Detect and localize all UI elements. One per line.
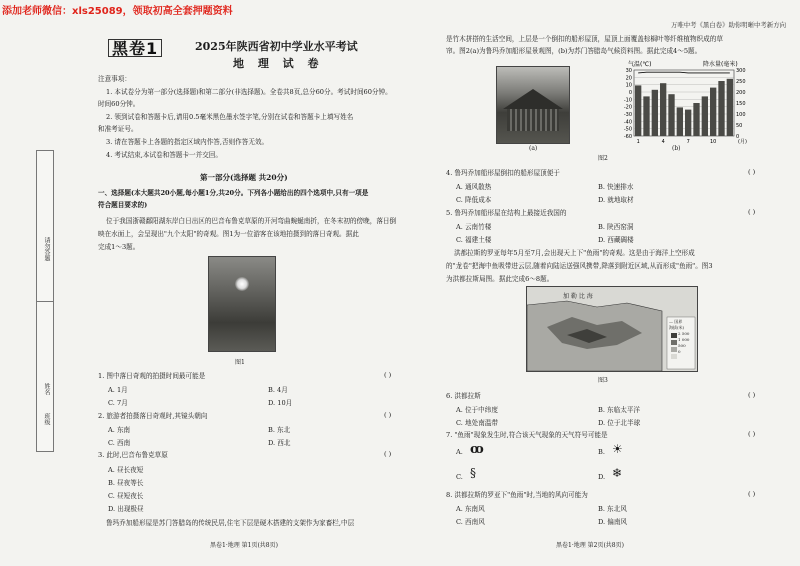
band-label: 班级 [43,413,50,425]
option: D. 位于北半球 [598,419,641,427]
option: C. 地处南温带 [456,419,498,427]
chart-ylabel-left: 气温(℃) [628,61,652,68]
option: B. 4月 [268,386,288,394]
chart-tick-label: 100 [736,112,746,118]
chart-tick-label: 0 [736,134,740,140]
chart-tick-label: -40 [623,119,632,126]
chart-bar [718,81,724,136]
exam-title: 2025年陕西省初中学业水平考试 [195,40,358,53]
option: D. 偏南风 [598,518,628,526]
chart-tick-label: 20 [625,75,632,82]
option: C. [456,473,463,481]
chart-tick-label: 1 [636,139,640,145]
chart-plot [624,68,747,145]
part1-intro: 符合题目要求的) [98,201,148,209]
page-footer: 黑卷1·地理 第2页(共8页) [556,542,624,549]
answer-paren: ( ) [748,208,756,216]
answer-paren: ( ) [748,391,756,399]
passage-line: 位于我国浙赣鄱阳湖东岸白日出区的巴音布鲁克草原的开河弯曲蜿蜒南折，在冬末初的傍晚，落日倒 [106,217,397,225]
chart-tick-label: 150 [736,101,746,107]
chart-tick-label: -30 [623,112,632,118]
passage-line: 鲁玛乔加船形屋是苏门答腊岛的传统民居,住宅下层是硬木搭建的支架作为家畜栏,中层 [106,519,355,527]
legend-text: 2 500 [678,331,690,336]
page-footer: 黑卷1·地理 第1页(共8页) [210,542,278,549]
chart-bar [702,96,708,136]
legend-text: 海拔(米) [669,325,685,330]
notice-item: 3. 请在答题卡上各题的指定区域内作答,否则作答无效。 [106,138,269,146]
option: D. 西藏碉楼 [598,236,634,244]
chart-bar [660,83,666,136]
option: B. 快速排水 [598,183,634,191]
passage-line: 为洪都拉斯局图。据此完成6～8题。 [446,275,554,283]
legend-text: 1 000 [678,337,690,342]
honduras-map [526,286,698,372]
option: C. 昼短夜长 [108,492,144,500]
chart-bar [643,96,649,136]
notice-item: 2. 领到试卷和答题卡后,请用0.5毫米黑色墨水签字笔,分别在试卷和答题卡上填写姓名 [106,113,354,121]
chart-tick-label: 250 [736,79,746,85]
chart-tick-label: 50 [736,123,743,129]
option: A. 通风散热 [456,183,492,191]
house-body [507,109,559,131]
option: B. 东临太平洋 [598,406,641,414]
question-stem: 1. 图中落日奇观的拍摄时间最可能是 [98,372,206,380]
option: A. 昼长夜短 [108,466,144,474]
legend-text: 500 [678,343,686,348]
chart-bar [710,88,716,136]
part1-heading: 第一部分(选择题 共20分) [200,173,288,182]
answer-paren: ( ) [384,450,392,458]
sunny-symbol-icon: ☀ [612,442,623,456]
chart-bar [693,103,699,136]
map-legend [669,319,689,355]
answer-paren: ( ) [748,430,756,438]
option: A. 云南竹楼 [456,223,492,231]
figure-sublabel: (a) [529,145,538,152]
option: C. 福建土楼 [456,236,492,244]
notice-item: 1. 本试卷分为第一部分(选择题)和第二部分(非选择题)。全卷共8页,总分60分。考试时间60分钟。 [106,88,392,96]
answer-paren: ( ) [748,168,756,176]
option: A. 东南风 [456,505,485,513]
band-label: 姓名 [43,383,50,395]
chart-tick-label: 4 [661,139,665,145]
option: A. [456,448,463,456]
legend-text: — 国界 [669,319,683,324]
boat-house-photo [496,66,570,144]
option: C. 西南风 [456,518,485,526]
notice-heading: 注意事项： [98,75,131,83]
question-stem: 7. "鱼雨"现象发生时,符合该天气现象的天气符号可能是 [446,431,608,439]
typhoon-symbol-icon: ꝏ [470,442,484,457]
question-stem: 6. 洪都拉斯 [446,392,481,400]
chart-tick-label: 200 [736,90,746,96]
band-label: 请勿答题 [43,237,50,261]
chart-tick-label: 300 [736,68,746,74]
option: D. 10月 [268,399,293,407]
chart-bar [685,110,691,136]
option: D. 出现极昼 [108,505,144,513]
question-stem: 5. 鲁玛乔加船形屋在结构上最接近我国的 [446,209,567,217]
option: A. 1月 [108,386,128,394]
chart-bar [727,79,733,136]
climate-chart [608,58,778,150]
chart-tick-label: 7 [686,139,690,145]
question-stem: 4. 鲁玛乔加船形屋倒扣的船形屋顶便于 [446,169,560,177]
option: B. 陕西窑洞 [598,223,634,231]
chart-temperature-line [638,72,730,73]
passage-line: 帘。图2(a)为鲁玛乔加船形屋景观图，(b)为苏门答腊岛气候资料图。据此完成4～5题。 [446,47,702,55]
chart-bar [635,85,641,136]
legend-text: 0 [678,349,681,354]
passage-line: 映在水面上，会呈现出"九个太阳"的奇观。图1为一位游客在该地拍摄到的落日奇观。据此 [98,230,359,238]
band-divider [37,301,53,302]
chart-tick-label: 0 [628,90,632,96]
option: B. 东北风 [598,505,627,513]
sunset-photo [208,256,276,352]
sun-icon [235,277,249,291]
chart-tick-label: 10 [709,139,717,145]
chart-tick-label: -10 [623,97,632,104]
option: C. 西南 [108,439,131,447]
answer-paren: ( ) [384,371,392,379]
series-badge: 黑卷1 [112,36,158,59]
part1-intro: 一、选择题(本大题共20小题,每小题1分,共20分。下列各小题给出的四个选项中,只有一项是 [98,189,369,197]
sea-label: 加 勒 比 海 [563,293,593,300]
chart-ylabel-right: 降水量(毫米) [703,61,738,68]
chart-xlabel: (月) [738,139,747,145]
passage-line: 的"龙卷"把海中鱼吸带进云层,随着向陆运送强风携带,降落到附近区域,从而形成"鱼雨"。图3 [446,262,713,270]
exam-subtitle: 地 理 试 卷 [233,57,324,70]
snow-symbol-icon: ❄ [612,466,623,480]
binding-band [36,150,54,452]
option: B. [598,448,605,456]
option: C. 7月 [108,399,128,407]
passage-line: 完成1～3题。 [98,243,140,251]
series-slogan: 万唯中考《黑白卷》助你明晰中考新方向 [670,21,786,29]
option: A. 位于中纬度 [456,406,498,414]
chart-bar [668,94,674,136]
passage-line: 是竹木拼搭的生活空间，上层是一个倒扣的船形屋顶，屋顶上面覆盖棕榈叶等纤维植物织成的草 [446,35,723,43]
question-stem: 8. 洪都拉斯的罗亚下"鱼雨"时,当地的风向可能为 [446,491,588,499]
option: A. 东南 [108,426,131,434]
chart-bar [677,107,683,136]
figure-caption: 图2 [598,155,608,162]
option: D. [598,473,606,481]
option: B. 东北 [268,426,291,434]
ad-banner: 添加老师微信：xls25089，领取初高全套押题资料 [2,6,233,17]
chart-tick-label: 30 [625,68,632,74]
option: C. 降低成本 [456,196,492,204]
answer-paren: ( ) [384,411,392,419]
notice-item: 4. 考试结束,本试卷和答题卡一并交回。 [106,151,222,159]
notice-item: 和准考证号。 [98,125,138,133]
question-stem: 2. 旅游者拍摄落日奇观时,其镜头朝向 [98,412,208,420]
chart-tick-label: 10 [625,82,632,89]
chart-tick-label: -50 [623,126,632,133]
answer-paren: ( ) [748,490,756,498]
figure-caption: 图1 [235,359,245,366]
passage-line: 洪都拉斯的罗亚每年5月至7月,会出现天上下"鱼雨"的奇观。这是由于海洋上空形成 [454,249,695,257]
figure-caption: 图3 [598,377,608,384]
chart-bar [652,90,658,136]
option: D. 西北 [268,439,291,447]
notice-item: 时间60分钟。 [98,100,140,108]
question-stem: 3. 此时,巴音布鲁克草原 [98,451,168,459]
figure-sublabel: (b) [672,145,681,152]
option: B. 昼夜等长 [108,479,144,487]
roof-shape [503,89,563,109]
sandstorm-symbol-icon: § [470,466,476,480]
chart-tick-label: -60 [623,134,632,140]
option: D. 就地取材 [598,196,634,204]
chart-tick-label: -20 [623,104,632,111]
